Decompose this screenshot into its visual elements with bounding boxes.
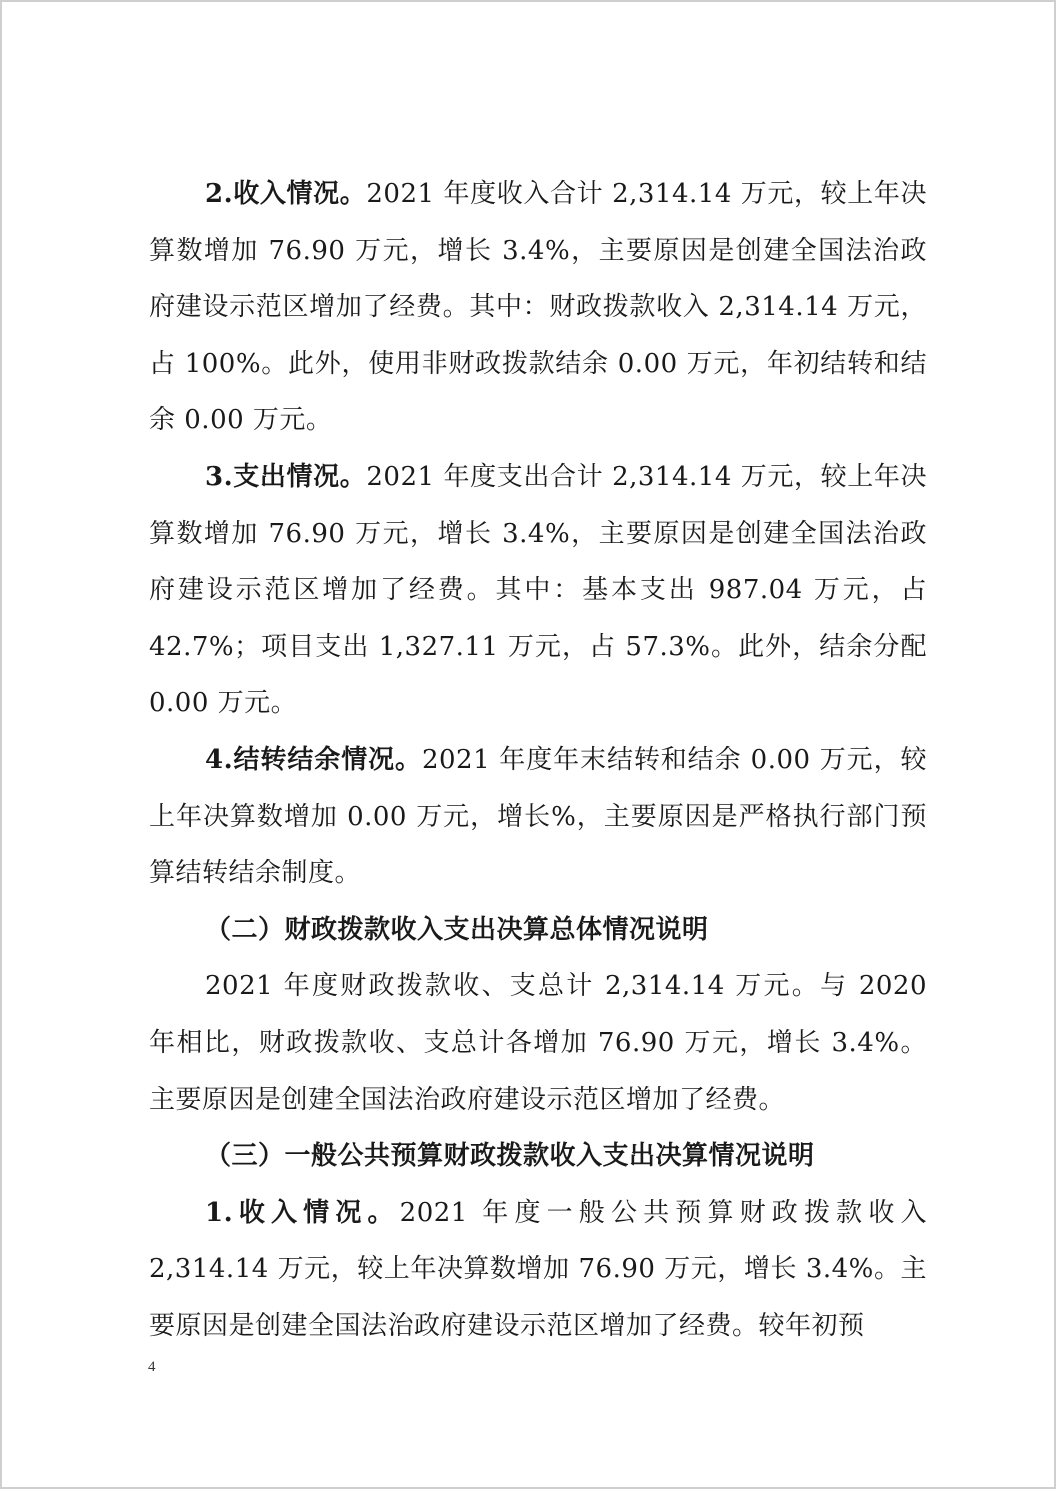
paragraph-expenditure — [149, 449, 927, 732]
paragraph-text: 2021 年度财政拨款收、支总计 2,314.14 万元。与 2020 年相比，财政拨款收、支总计各增加 76.90 万元，增长 3.4%。主要原因是创建全国法治政府建设示范区增加了经费。 — [149, 971, 927, 1115]
section-heading-general-public-budget: （三）一般公共预算财政拨款收入支出决算情况说明 — [205, 1141, 815, 1172]
page-number: 4 — [148, 1359, 156, 1375]
paragraph-lead: 1.收入情况。 — [205, 1197, 400, 1228]
paragraph-lead: 2.收入情况。 — [205, 179, 367, 209]
section-heading-fiscal-appropriation: （二）财政拨款收入支出决算总体情况说明 — [205, 914, 709, 945]
paragraph-fiscal-appropriation — [149, 958, 927, 1128]
paragraph-general-budget-income — [149, 1185, 927, 1355]
paragraph-carryover — [149, 732, 927, 902]
paragraph-lead: 4.结转结余情况。 — [205, 744, 422, 775]
paragraph-text: 2021 年度收入合计 2,314.14 万元，较上年决算数增加 76.90 万元，增长 3.4%，主要原因是创建全国法治政府建设示范区增加了经费。其中：财政拨款收入 2,314.14 万元，占 100%。此外，使用非财政拨款结余 0.00 万元，年初结转和结余 0.00 万元。 — [149, 179, 927, 436]
paragraph-text: 2021 年度年末结转和结余 0.00 万元，较上年决算数增加 0.00 万元，增长%，主要原因是严格执行部门预算结转结余制度。 — [149, 744, 927, 889]
paragraph-text: 2021 年度一般公共预算财政拨款收入 2,314.14 万元，较上年决算数增加 76.90 万元，增长 3.4%。主要原因是创建全国法治政府建设示范区增加了经费。较年初预 — [149, 1197, 927, 1341]
paragraph-text: 2021 年度支出合计 2,314.14 万元，较上年决算数增加 76.90 万元，增长 3.4%，主要原因是创建全国法治政府建设示范区增加了经费。其中：基本支出 987.04 万元，占 42.7%；项目支出 1,327.11 万元，占 57.3%。此外，结余分配 0.00 万元。 — [149, 461, 927, 719]
paragraph-lead: 3.支出情况。 — [205, 461, 367, 492]
page-body — [149, 166, 927, 1354]
paragraph-income — [149, 166, 927, 449]
